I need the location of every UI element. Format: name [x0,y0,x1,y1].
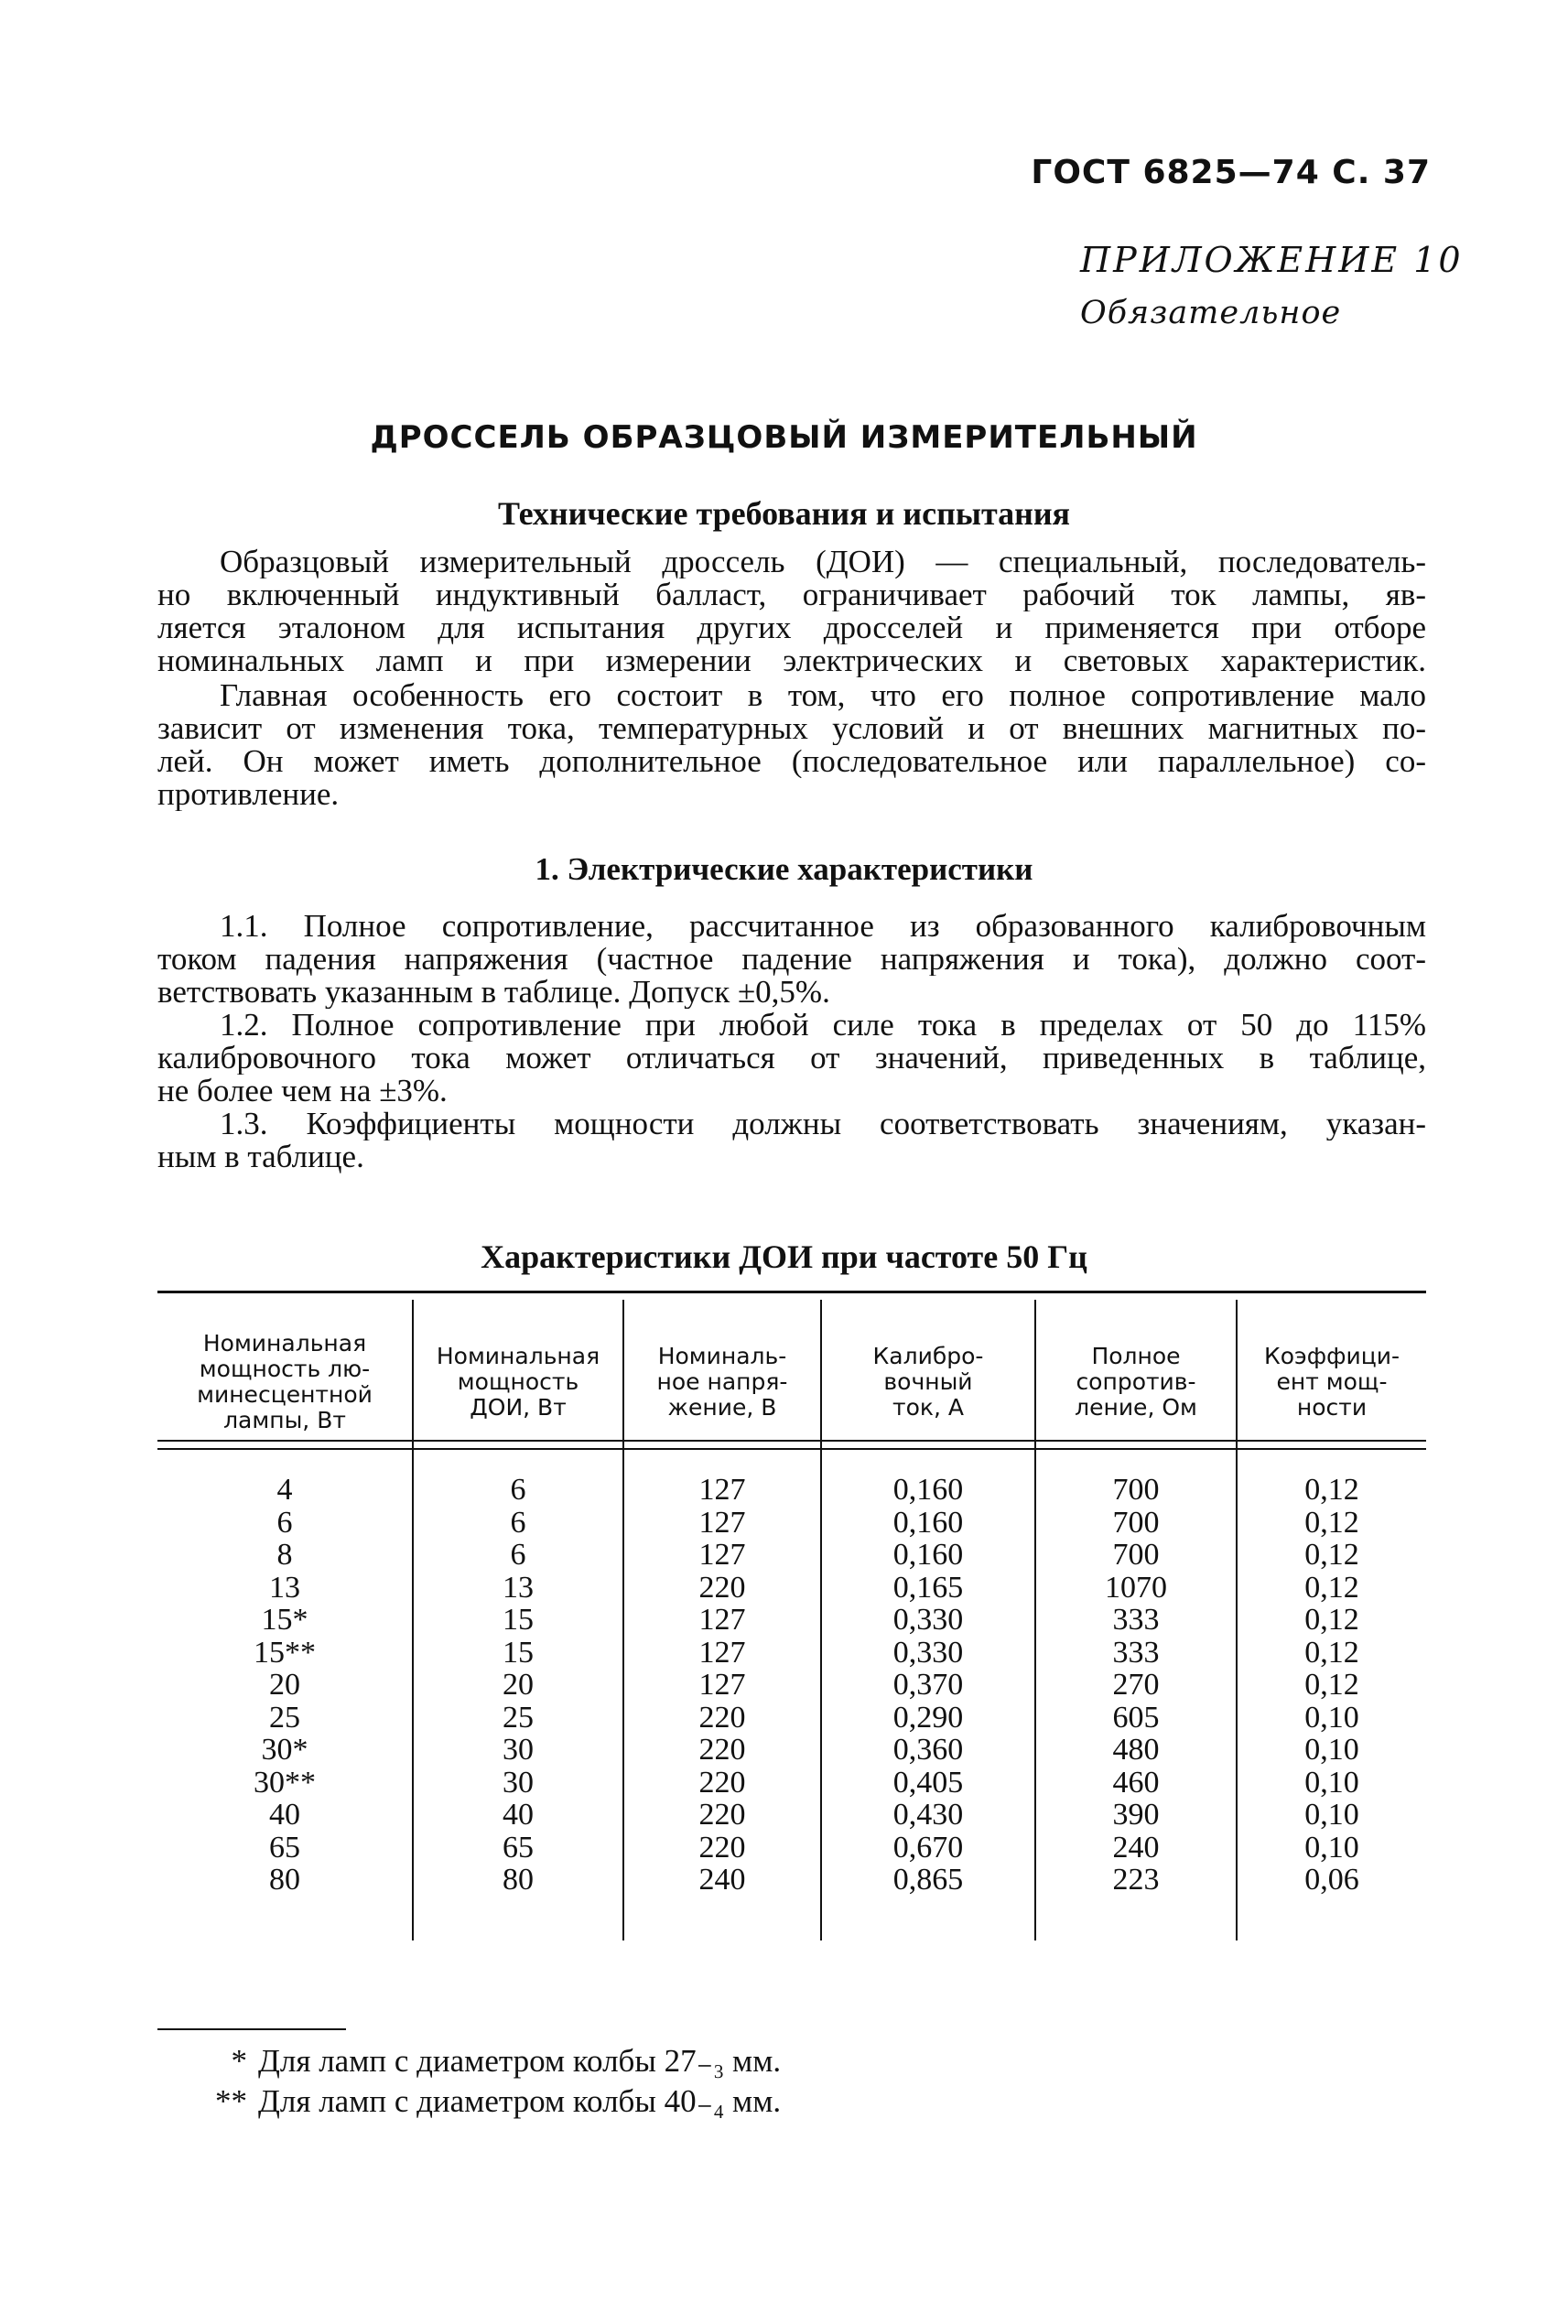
column-doi-power [414,1474,622,1897]
text-line: номинальных ламп и при измерении электрических и световых характеристик. [157,644,1426,677]
table-top-rule [157,1291,1426,1293]
text-line: 1.3. Коэффициенты мощности должны соответствовать значениям, указан- [220,1108,1426,1140]
table-cell: 0,10 [1304,1700,1359,1735]
table-cell: 8 [276,1538,293,1572]
section-title: 1. Электрические характеристики [535,851,1033,887]
table-cell: 65 [503,1830,534,1865]
table-cell: 0,160 [892,1538,964,1572]
table-cell: 127 [698,1538,746,1572]
table-cell: 0,160 [892,1473,964,1507]
table-cell: 13 [269,1570,300,1605]
footnote-2 [188,2083,781,2120]
footnote-separator [157,2028,346,2030]
table-cell: 240 [698,1863,746,1897]
text-line: ветствовать указанным в таблице. Допуск ±0,5%. [157,976,830,1009]
table-cell: 65 [269,1830,300,1865]
column-calibration-current [822,1474,1034,1897]
table-cell: 127 [698,1473,746,1507]
table-cell: 6 [510,1538,526,1572]
footnote-1 [188,2043,781,2080]
text-line: ляется эталоном для испытания других дросселей и применяется при отборе [157,611,1426,644]
document-subtitle: Технические требования и испытания [497,495,1071,532]
table-cell: 700 [1112,1505,1160,1540]
column-voltage [624,1474,820,1897]
footnote-mark: ** [215,2083,247,2119]
table-cell: 40 [269,1798,300,1832]
header-power-factor: Коэффици- ент мощ- ности [1263,1343,1400,1421]
table-cell: 0,12 [1304,1538,1359,1572]
table-cell: 127 [698,1635,746,1670]
document-title: ДРОССЕЛЬ ОБРАЗЦОВЫЙ ИЗМЕРИТЕЛЬНЫЙ [370,419,1198,456]
table-cell: 20 [503,1668,534,1702]
table-cell: 220 [698,1700,746,1735]
text-line: ным в таблице. [157,1140,364,1173]
table-cell: 0,12 [1304,1570,1359,1605]
appendix-status: Обязательное [1080,295,1342,331]
table-cell: 15** [254,1635,316,1670]
table-cell: 20 [269,1668,300,1702]
column-power-factor [1238,1474,1426,1897]
table-cell: 6 [510,1473,526,1507]
table-cell: 220 [698,1733,746,1767]
table-cell: 30 [503,1733,534,1767]
table-cell: 127 [698,1668,746,1702]
intro-paragraph-2 [157,679,1426,811]
table-cell: 0,165 [892,1570,964,1605]
footnote-text: Для ламп с диаметром колбы 27₋₃ мм. [258,2043,782,2079]
table-cell: 0,10 [1304,1830,1359,1865]
text-line: калибровочного тока может отличаться от значений, приведенных в таблице, [157,1042,1426,1075]
intro-paragraph-1 [157,546,1426,677]
header-doi-power: Номинальная мощность ДОИ, Вт [436,1343,600,1421]
table-cell: 480 [1112,1733,1160,1767]
table-cell: 30* [261,1733,308,1767]
table-cell: 0,360 [892,1733,964,1767]
text-line: лей. Он может иметь дополнительное (последовательное или параллельное) со- [157,745,1426,778]
clause-1-1 [157,910,1426,1009]
table-cell: 0,12 [1304,1505,1359,1540]
table-cell: 25 [269,1700,300,1735]
table-cell: 127 [698,1603,746,1637]
table-cell: 220 [698,1830,746,1865]
table-cell: 605 [1112,1700,1160,1735]
text-line: Главная особенность его состоит в том, что его полное сопротивление мало [220,679,1426,712]
text-line: но включенный индуктивный балласт, ограничивает рабочий ток лампы, яв- [157,578,1426,611]
table-cell: 80 [503,1863,534,1897]
text-line: 1.1. Полное сопротивление, рассчитанное из образованного калибровочным [220,910,1426,943]
table-cell: 0,10 [1304,1765,1359,1800]
table-cell: 30 [503,1765,534,1800]
table-cell: 25 [503,1700,534,1735]
header-lamp-power: Номинальная мощность лю- минесцентной лампы, Вт [197,1330,373,1433]
characteristics-table [157,1291,1426,1940]
table-cell: 15 [503,1603,534,1637]
standard-code: ГОСТ 6825—74 С. 37 [1031,154,1431,191]
table-cell: 0,10 [1304,1798,1359,1832]
table-cell: 6 [276,1505,293,1540]
table-cell: 333 [1112,1635,1160,1670]
table-cell: 700 [1112,1473,1160,1507]
table-cell: 220 [698,1570,746,1605]
table-cell: 4 [276,1473,293,1507]
table-cell: 40 [503,1798,534,1832]
text-line: током падения напряжения (частное падение напряжения и тока), должно соот- [157,943,1426,976]
table-cell: 15* [261,1603,308,1637]
table-cell: 0,06 [1304,1863,1359,1897]
table-cell: 390 [1112,1798,1160,1832]
table-cell: 0,430 [892,1798,964,1832]
table-cell: 0,160 [892,1505,964,1540]
table-cell: 0,370 [892,1668,964,1702]
column-impedance [1036,1474,1236,1897]
table-cell: 0,12 [1304,1603,1359,1637]
table-cell: 6 [510,1505,526,1540]
table-cell: 0,330 [892,1635,964,1670]
text-line: Образцовый измерительный дроссель (ДОИ) — специальный, последователь- [220,546,1426,578]
table-cell: 0,12 [1304,1473,1359,1507]
text-line: не более чем на ±3%. [157,1075,448,1108]
clause-1-2 [157,1009,1426,1108]
table-cell: 0,330 [892,1603,964,1637]
table-cell: 0,865 [892,1863,964,1897]
table-cell: 13 [503,1570,534,1605]
text-line: 1.2. Полное сопротивление при любой силе тока в пределах от 50 до 115% [220,1009,1426,1042]
header-calibration-current: Калибро- вочный ток, А [872,1343,984,1421]
text-line: зависит от изменения тока, температурных условий и от внешних магнитных по- [157,712,1426,745]
table-cell: 0,12 [1304,1668,1359,1702]
clause-1-3 [157,1108,1426,1173]
table-caption: Характеристики ДОИ при частоте 50 Гц [481,1238,1087,1275]
table-cell: 0,670 [892,1830,964,1865]
header-voltage: Номиналь- ное напря- жение, В [656,1343,788,1421]
table-cell: 333 [1112,1603,1160,1637]
footnote-mark: * [231,2043,247,2079]
table-cell: 0,10 [1304,1733,1359,1767]
text-line: противление. [157,778,340,811]
table-cell: 460 [1112,1765,1160,1800]
table-cell: 1070 [1105,1570,1167,1605]
table-cell: 220 [698,1765,746,1800]
table-cell: 0,405 [892,1765,964,1800]
table-cell: 0,12 [1304,1635,1359,1670]
table-cell: 270 [1112,1668,1160,1702]
table-cell: 223 [1112,1863,1160,1897]
appendix-title: ПРИЛОЖЕНИЕ 10 [1080,240,1464,280]
table-cell: 80 [269,1863,300,1897]
column-lamp-power [157,1474,412,1897]
table-cell: 127 [698,1505,746,1540]
table-cell: 700 [1112,1538,1160,1572]
table-cell: 15 [503,1635,534,1670]
header-impedance: Полное сопротив- ление, Ом [1075,1343,1197,1421]
footnote-text: Для ламп с диаметром колбы 40₋₄ мм. [258,2083,782,2119]
table-cell: 240 [1112,1830,1160,1865]
table-cell: 30** [254,1765,316,1800]
table-cell: 0,290 [892,1700,964,1735]
table-cell: 220 [698,1798,746,1832]
